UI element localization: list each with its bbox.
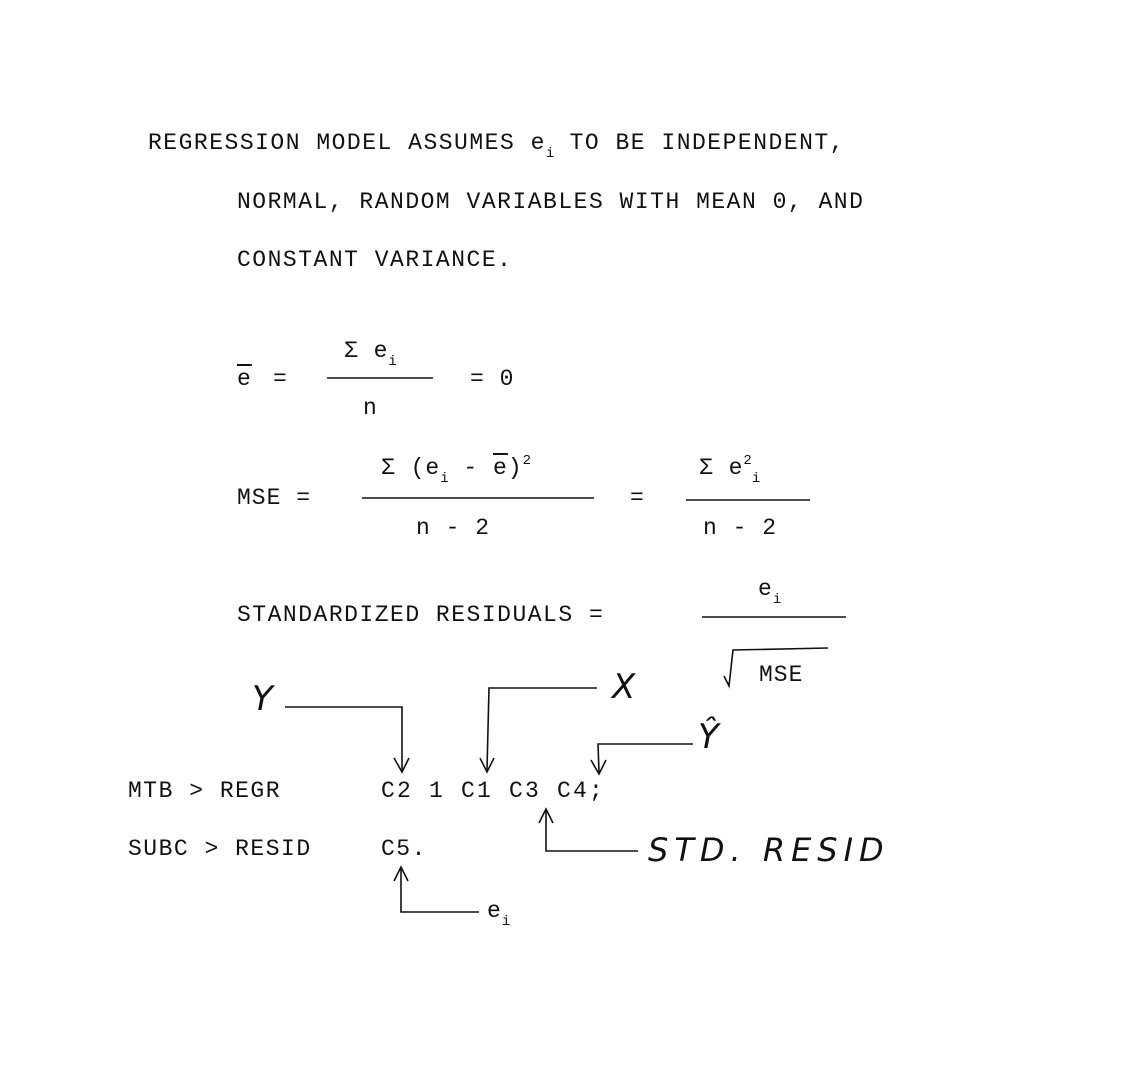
mse-num2-sub: i <box>751 471 761 487</box>
mean-result: = 0 <box>470 366 515 392</box>
command-line-1-prompt: MTB > REGR <box>128 778 282 804</box>
annotation-x: X <box>612 667 636 707</box>
mse-num2-a: Σ e <box>699 455 744 481</box>
intro-text-a: REGRESSION MODEL ASSUMES <box>148 130 531 156</box>
command-line-2-prompt: SUBC > RESID <box>128 836 312 862</box>
mse-lhs: MSE = <box>237 485 312 511</box>
std-lhs: STANDARDIZED RESIDUALS = <box>237 602 605 628</box>
annotation-ei-sub: i <box>501 914 511 930</box>
sqrt-radical <box>724 648 828 686</box>
mse-denominator-1: n - 2 <box>416 515 491 541</box>
command-line-1-args: C2 1 C1 C3 C4; <box>381 778 606 804</box>
arrow-x-line <box>487 688 597 770</box>
mse-num1-sup: 2 <box>522 453 532 469</box>
intro-var-e: e <box>530 130 546 156</box>
mse-num2-sup: 2 <box>743 453 752 469</box>
mse-num1-sub: i <box>440 471 449 487</box>
std-denominator: MSE <box>759 662 804 688</box>
mse-denominator-2: n - 2 <box>703 515 778 541</box>
arrow-yhat-line <box>598 744 693 772</box>
intro-var-sub: i <box>545 146 555 162</box>
annotation-y: Y <box>252 679 273 719</box>
mean-equals: = <box>273 366 288 392</box>
annotation-y-hat: Ŷ <box>698 717 719 757</box>
command-line-2-args: C5. <box>381 836 427 862</box>
std-num-sub: i <box>772 592 782 608</box>
intro-text-b: TO BE INDEPENDENT, <box>554 130 846 156</box>
mean-num-text: Σ e <box>344 338 389 364</box>
arrow-ei-line <box>401 869 479 912</box>
mean-denominator: n <box>363 395 378 421</box>
arrow-std-resid-line <box>546 811 638 851</box>
arrow-y-line <box>285 707 402 770</box>
mse-num1-b: - <box>448 455 494 481</box>
mse-num1-ebar: $\overline{e}$ <box>493 455 508 481</box>
intro-line-2: NORMAL, RANDOM VARIABLES WITH MEAN 0, AND <box>237 189 865 215</box>
std-num-e: e <box>758 576 773 602</box>
annotation-ei-e: e <box>487 898 502 924</box>
mse-num1-a: Σ (e <box>381 455 441 481</box>
mse-equals: = <box>630 485 645 511</box>
mean-lhs: $\overline{e}$ <box>237 366 252 392</box>
mse-num1-c: ) <box>507 455 523 481</box>
intro-line-3: CONSTANT VARIANCE. <box>237 247 513 273</box>
mean-num-sub: i <box>388 354 397 370</box>
annotation-std-resid: STD. RESID <box>648 831 890 869</box>
